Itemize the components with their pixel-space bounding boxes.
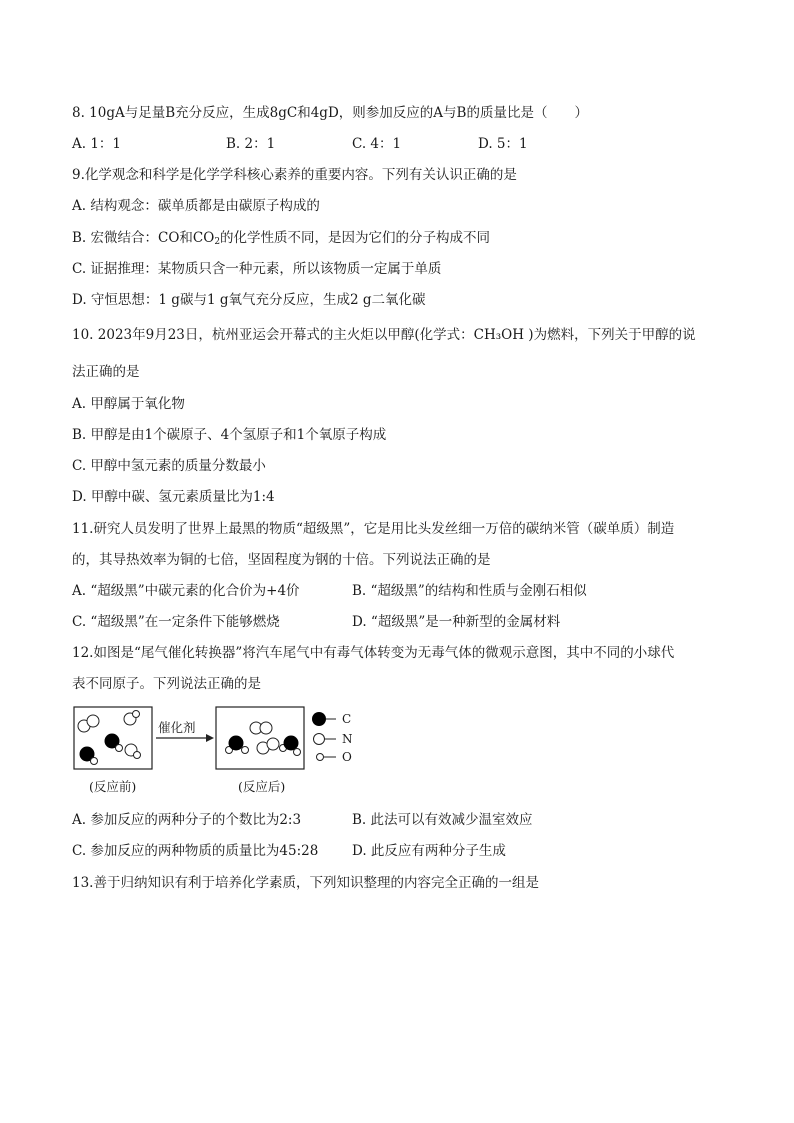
legend-o-circle [317, 754, 324, 761]
q10-stem-line1: 10. 2023年9月23日，杭州亚运会开幕式的主火炬以甲醇(化学式：CH₃OH )为燃料，下列关于甲醇的说 [72, 327, 696, 343]
reaction-diagram [70, 703, 370, 798]
q10-option-b: B. 甲醇是由1个碳原子、4个氢原子和1个氧原子构成 [72, 427, 387, 443]
after-caption: (反应后) [238, 779, 286, 794]
q8-option-a: A. 1：1 [72, 136, 122, 152]
q10-option-c: C. 甲醇中氢元素的质量分数最小 [72, 458, 266, 474]
q12-option-b: B. 此法可以有效减少温室效应 [352, 812, 533, 828]
o-atom [294, 749, 301, 756]
q9-option-a: A. 结构观念：碳单质都是由碳原子构成的 [72, 198, 320, 214]
n-atom [267, 738, 279, 750]
q10-option-d: D. 甲醇中碳、氢元素质量比为1:4 [72, 489, 275, 505]
o-atom [242, 747, 249, 754]
o-atom [91, 758, 98, 765]
q11-stem-line1: 11.研究人员发明了世界上最黑的物质“超级黑”，它是用比头发丝细一万倍的碳纳米管（碳单质）制造 [72, 521, 675, 537]
catalyst-label: 催化剂 [158, 720, 196, 735]
n-atom [260, 722, 272, 734]
reaction-diagram-svg [70, 703, 370, 773]
q12-option-d: D. 此反应有两种分子生成 [352, 843, 506, 859]
legend-c-label: C [342, 712, 352, 726]
q12-stem-line2: 表不同原子。下列说法正确的是 [72, 676, 261, 692]
q12-option-c: C. 参加反应的两种物质的质量比为45:28 [72, 843, 319, 859]
n-atom [87, 715, 99, 727]
q10-stem-line2: 法正确的是 [72, 364, 140, 380]
legend-c-circle [312, 712, 326, 726]
q12-option-a: A. 参加反应的两种分子的个数比为2:3 [72, 812, 302, 828]
q8-option-c: C. 4：1 [352, 136, 402, 152]
legend-n-circle [314, 734, 325, 745]
q10-option-a: A. 甲醇属于氧化物 [72, 396, 185, 412]
q8-option-b: B. 2：1 [226, 136, 276, 152]
q8-stem: 8. 10gA与足量B充分反应，生成8gC和4gD，则参加反应的A与B的质量比是（ ） [72, 105, 588, 121]
q11-stem-line2: 的，其导热效率为铜的七倍，坚固程度为钢的十倍。下列说法正确的是 [72, 552, 491, 568]
q13-stem: 13.善于归纳知识有利于培养化学素质，下列知识整理的内容完全正确的一组是 [72, 875, 539, 891]
legend-n-label: N [342, 732, 353, 746]
legend-o-label: O [342, 750, 352, 764]
q11-option-d: D. “超级黑”是一种新型的金属材料 [352, 614, 561, 630]
q9-option-b-sub: 2 [214, 237, 221, 247]
q11-option-b: B. “超级黑”的结构和性质与金刚石相似 [352, 583, 587, 599]
q9-option-c: C. 证据推理：某物质只含一种元素，所以该物质一定属于单质 [72, 261, 442, 277]
q9-option-b-post: 的化学性质不同，是因为它们的分子构成不同 [220, 230, 491, 246]
before-caption: (反应前) [89, 779, 137, 794]
q8-option-d: D. 5：1 [478, 136, 528, 152]
o-atom [133, 711, 140, 718]
q9-stem: 9.化学观念和科学是化学学科核心素养的重要内容。下列有关认识正确的是 [72, 167, 517, 183]
q9-option-d: D. 守恒思想：1 g碳与1 g氧气充分反应，生成2 g二氧化碳 [72, 292, 426, 308]
o-atom [116, 745, 123, 752]
q11-option-c: C. “超级黑”在一定条件下能够燃烧 [72, 614, 280, 630]
o-atom [134, 752, 141, 759]
q11-option-a: A. “超级黑”中碳元素的化合价为+4价 [72, 583, 300, 599]
arrow-head [206, 734, 214, 742]
c-atom [229, 736, 244, 751]
q12-stem-line1: 12.如图是“尾气催化转换器”将汽车尾气中有毒气体转变为无毒气体的微观示意图，其中不同的小球代 [72, 645, 675, 661]
q9-option-b-pre: B. 宏微结合：CO和CO [72, 230, 215, 246]
q9-option-b [72, 229, 490, 251]
